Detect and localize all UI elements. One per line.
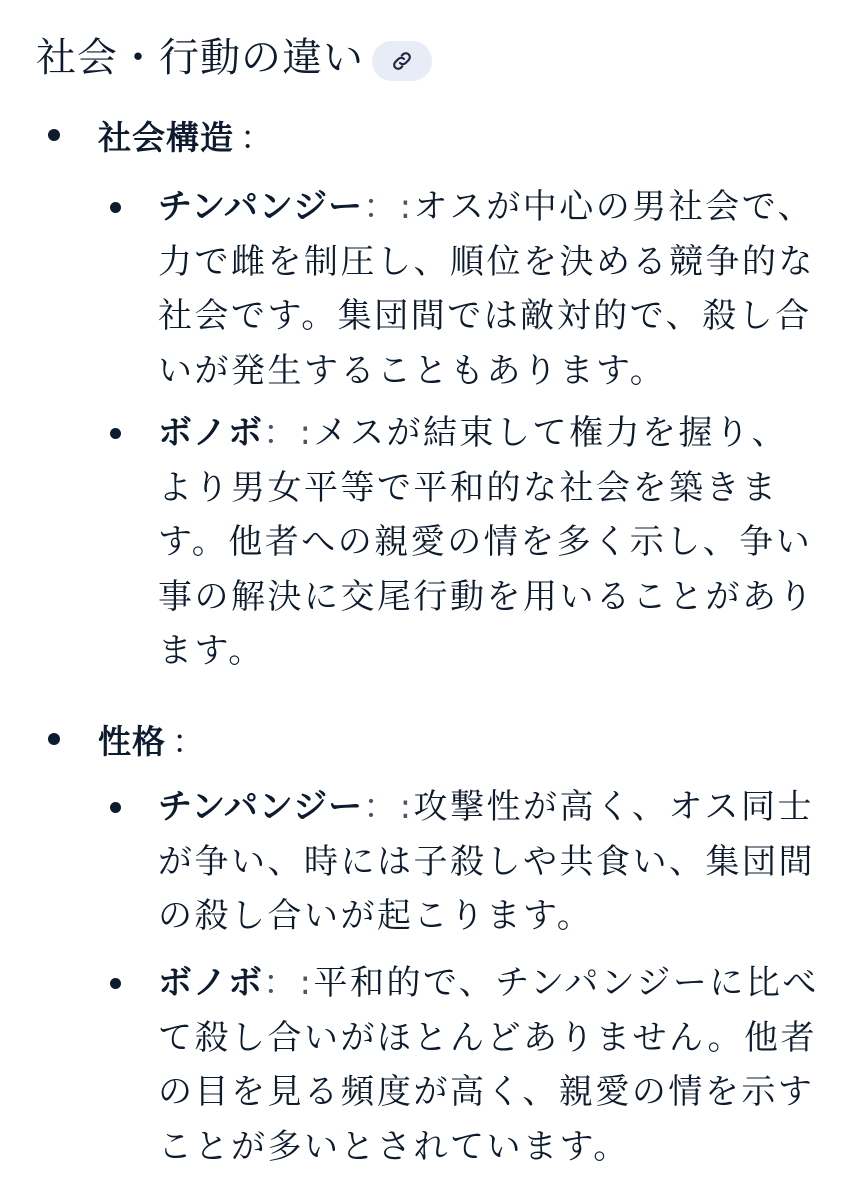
section-colon: ： [172,721,205,761]
item-description: メスが結束して権力を握り、より男女平等で平和的な社会を築きます。他者への親愛の情を多く示し、争い事の解決に交尾行動を用いることがあります。 [158,413,815,671]
item-separator: ：: [263,963,314,1003]
bullet [110,978,121,989]
bullet [48,733,60,745]
heading-title: 社会・行動の違い [36,35,364,81]
item-term: チンパンジー [158,187,364,227]
list-item-chimpanzee-personality [110,780,830,946]
item-description: オスが中心の男社会で、力で雌を制圧し、順位を決める競争的な社会です。集団間では敵対的で、殺し合いが発生することもあります。 [158,187,815,391]
bullet [110,428,121,439]
bullet [110,202,121,213]
item-text [158,180,820,398]
section-colon: ： [240,117,273,157]
item-separator: ：: [363,187,414,227]
link-icon [390,49,414,73]
item-text [158,956,820,1174]
item-text [158,406,820,679]
item-description: 攻撃性が高く、オス同士が争い、時には子殺しや共食い、集団間の殺し合いが起こります。 [158,787,815,936]
section-title: 性格 [98,721,166,761]
list-item-chimpanzee-social [110,180,830,400]
item-term: ボノボ [158,963,263,1003]
item-separator: ：: [263,413,314,453]
list-item-bonobo-social [110,406,830,676]
section-heading [36,30,432,86]
list-item-bonobo-personality [110,956,830,1176]
section-personality [48,712,205,766]
section-social-structure [48,108,273,162]
item-term: ボノボ [158,413,263,453]
item-term: チンパンジー [158,787,364,827]
item-separator: ：: [363,787,414,827]
heading-link-button[interactable] [372,41,432,81]
item-text [158,780,820,944]
bullet [110,802,121,813]
section-title: 社会構造 [98,117,234,157]
bullet [48,129,60,141]
item-description: 平和的で、チンパンジーに比べて殺し合いがほとんどありません。他者の目を見る頻度が高く、親愛の情を示すことが多いとされています。 [158,963,819,1167]
